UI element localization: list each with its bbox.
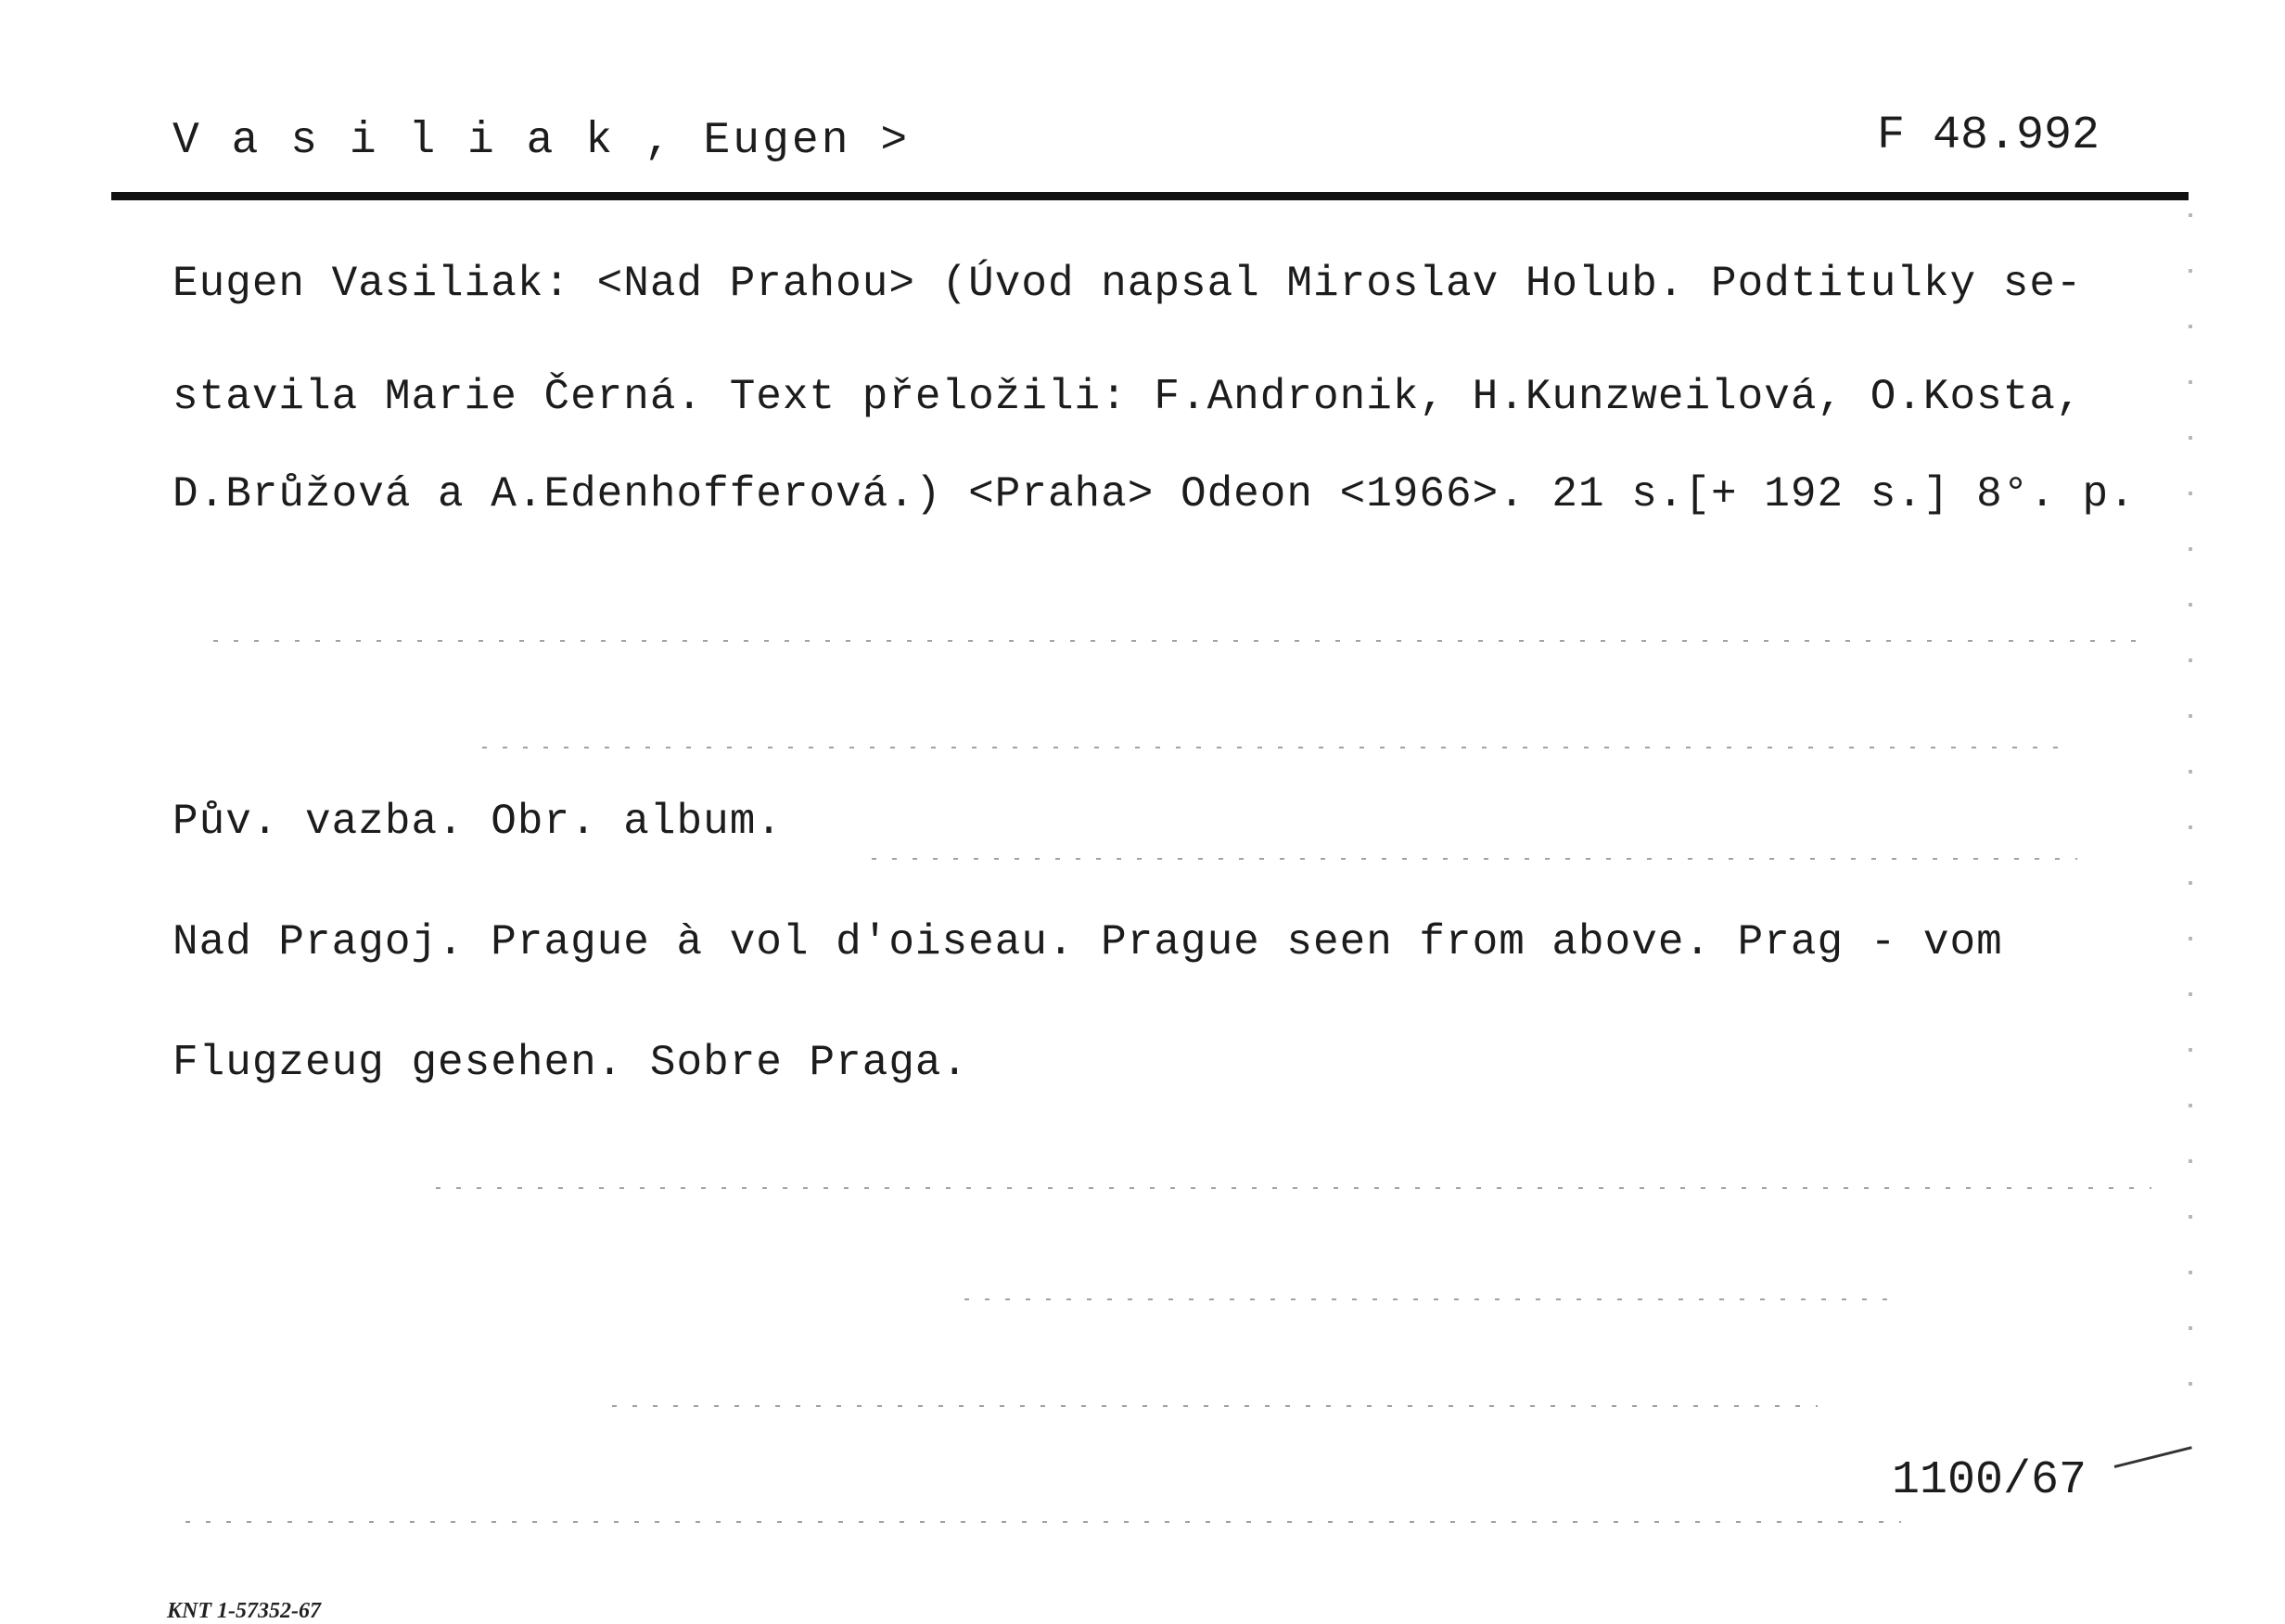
parallel-title-line-2: Flugzeug gesehen. Sobre Praga. (172, 1039, 969, 1087)
dotted-guide-line (964, 1298, 1892, 1300)
dotted-guide-line (482, 747, 2059, 748)
description-line-3: D.Brůžová a A.Edenhofferová.) <Praha> Odeon <1966>. 21 s.[+ 192 s.] 8°. p. (172, 470, 2136, 518)
dotted-guide-line (872, 858, 2077, 860)
form-code-footer: KNT 1-57352-67 (167, 1599, 321, 1623)
accession-number: 1100/67 (1892, 1454, 2087, 1507)
edge-punch-marks (2189, 213, 2192, 1419)
dotted-guide-line (436, 1187, 2151, 1189)
dotted-guide-line (612, 1405, 1818, 1407)
header-rule (111, 192, 2189, 200)
dotted-guide-line (185, 1521, 1901, 1523)
description-line-2: stavila Marie Černá. Text přeložili: F.Andronik, H.Kunzweilová, O.Kosta, (172, 373, 2083, 421)
accession-tick-mark (2114, 1446, 2192, 1468)
parallel-title-line-1: Nad Pragoj. Prague à vol d'oiseau. Prague seen from above. Prag - vom (172, 918, 2003, 966)
description-line-1: Eugen Vasiliak: <Nad Prahou> (Úvod napsal Miroslav Holub. Podtitulky se- (172, 260, 2083, 308)
call-number: F 48.992 (1876, 109, 2100, 162)
author-heading: V a s i l i a k , Eugen > (172, 116, 911, 166)
binding-note: Pův. vazba. Obr. album. (172, 798, 783, 846)
dotted-guide-line (213, 640, 2151, 642)
